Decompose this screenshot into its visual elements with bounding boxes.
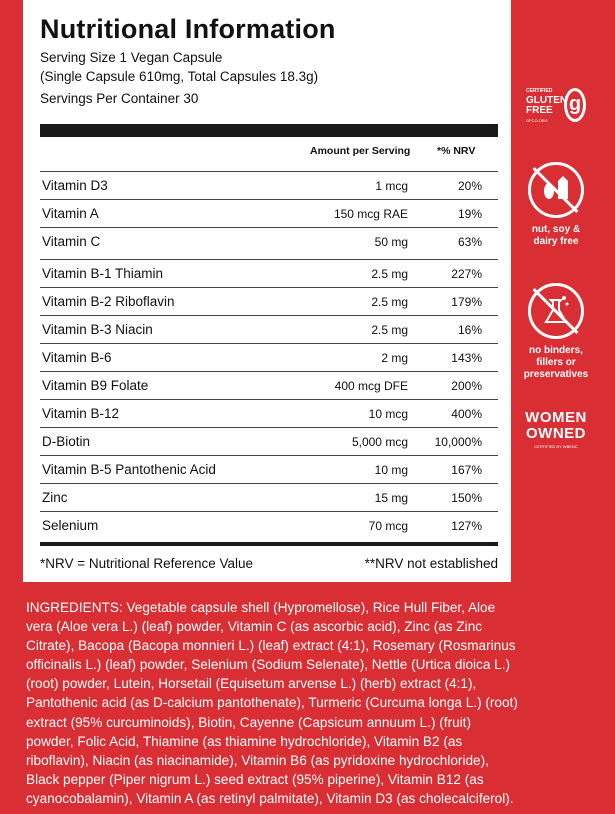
allergen-label-2: dairy free [533,236,579,247]
nutrient-name: Vitamin A [42,206,99,221]
ingredients-line: Black pepper (Piper nigrum L.) seed extract (95% piperine), Vitamin B12 (as [26,771,484,787]
nutrient-amount: 400 mcg DFE [334,379,408,393]
table-bottom-rule [40,542,498,546]
allergen-label-1: nut, soy & [531,224,581,235]
nutrient-amount: 15 mg [374,491,408,505]
gluten-certified-text: CERTIFIED [526,88,553,94]
nutrient-nrv: 19% [457,207,482,221]
nutrient-name: Vitamin B9 Folate [42,378,149,393]
nutrient-nrv: 127% [451,519,482,533]
nutrient-amount: 2.5 mg [371,267,408,281]
table-row [40,455,498,484]
nutrient-nrv: 150% [451,491,482,505]
gluten-text: GLUTEN [526,95,568,106]
no-nut-soy-dairy-icon [528,162,584,218]
nutrient-name: Vitamin B-5 Pantothenic Acid [42,462,216,477]
table-row [40,287,498,316]
table-row [40,227,498,256]
ingredients-line: Pantothenic acid (as D-calcium pantothenate), Turmeric (Curcuma longa L.) (root) [26,695,518,711]
nutrient-amount: 5,000 mcg [351,435,408,449]
nutrient-amount: 150 mcg RAE [333,207,408,221]
nutrient-amount: 70 mcg [368,519,408,533]
nutrient-name: Zinc [42,490,68,505]
nutrient-name: Selenium [42,518,99,533]
table-row [40,427,498,456]
nutrient-name: Vitamin B-6 [42,350,112,365]
nutrient-nrv: 167% [451,463,482,477]
amount-column-header: Amount per Serving [310,145,411,157]
ingredients-line: officinalis L.) (leaf) powder, Selenium (Sodium Selenate), Nettle (Urtica dioica L.) [26,657,511,673]
table-row [40,371,498,400]
nutrition-panel [23,0,511,582]
servings-per-container: Servings Per Container 30 [40,91,199,106]
serving-size: Serving Size 1 Vegan Capsule [40,50,223,65]
capsule-info: (Single Capsule 610mg, Total Capsules 18.3g) [40,69,319,84]
ingredients-line: riboflavin), Niacin (as niacinamide), Vitamin B6 (as pyridoxine hydrochloride), [26,752,489,768]
ingredients-line: Citrate), Bacopa (Bacopa monnieri L.) (leaf) extract (4:1), Rosemary (Rosmarinus [26,638,516,654]
nutrient-amount: 2.5 mg [371,323,408,337]
free-text: FREE [526,105,553,116]
nutrient-nrv: 20% [457,179,482,193]
ingredients-line: extract (95% curcuminoids), Biotin, Cayenne (Capsicum annuum L.) (fruit) [26,714,471,730]
nutrient-amount: 2.5 mg [371,295,408,309]
header-bar [40,124,498,137]
binders-label-1: no binders, [529,345,583,356]
nutrient-amount: 2 mg [381,351,408,365]
nutrient-name: Vitamin D3 [42,178,108,193]
women-owned-badge [520,410,592,449]
gluten-free-badge [520,86,592,128]
gluten-g-icon: g [564,88,586,122]
no-lab-flask-icon [528,283,584,339]
footnote-not-established: **NRV not established [364,556,498,571]
nutrient-amount: 1 mcg [375,179,408,193]
wbenc-text: CERTIFIED BY WBENC [534,444,578,449]
table-row [40,315,498,344]
ingredients-line: INGREDIENTS: Vegetable capsule shell (Hypromellose), Rice Hull Fiber, Aloe [26,600,496,615]
nutrient-nrv: 227% [451,267,482,281]
gfco-text: GFCO.ORG [526,118,548,123]
table-row [40,511,498,540]
table-row [40,259,498,288]
nutrient-amount: 10 mcg [368,407,408,421]
nutrient-nrv: 400% [451,407,482,421]
table-row [40,171,498,200]
nutrient-nrv: 10,000% [434,435,482,449]
binders-label-3: preservatives [523,369,589,380]
nutrient-nrv: 63% [457,235,482,249]
women-text: WOMEN [525,409,587,426]
panel-title: Nutritional Information [40,14,336,44]
nutrient-nrv: 179% [451,295,482,309]
table-row [40,399,498,428]
nutrient-amount: 10 mg [374,463,408,477]
nutrient-nrv: 200% [451,379,482,393]
nutrient-name: Vitamin B-1 Thiamin [42,266,164,281]
no-binders-badge [520,283,592,381]
nutrient-name: Vitamin B-2 Riboflavin [42,294,175,309]
table-row [40,343,498,372]
nutrient-name: D-Biotin [42,434,91,449]
ingredients-list [26,598,586,808]
ingredients-line: cyanocobalamin), Vitamin A (as retinyl palmitate), Vitamin D3 (as cholecalciferol). [26,790,514,806]
nutrient-name: Vitamin C [42,234,101,249]
footnote-nrv: *NRV = Nutritional Reference Value [40,556,253,571]
ingredients-line: powder, Folic Acid, Thiamine (as thiamine hydrochloride), Vitamin B2 (as [26,733,463,749]
nutrient-name: Vitamin B-3 Niacin [42,322,153,337]
binders-label-2: fillers or [536,357,576,368]
table-row [40,483,498,512]
nutrient-nrv: 143% [451,351,482,365]
table-row [40,199,498,228]
ingredients-line: vera (Aloe vera L.) (leaf) powder, Vitamin C (as ascorbic acid), Zinc (as Zinc [26,619,483,635]
ingredients-line: (root) powder, Lutein, Horsetail (Equisetum arvense L.) (herb) extract (4:1), [26,676,477,692]
allergen-free-badge [520,162,592,248]
owned-text: OWNED [526,425,586,442]
nutrient-amount: 50 mg [374,235,408,249]
nutrient-name: Vitamin B-12 [42,406,120,421]
nrv-column-header: *% NRV [437,145,476,157]
nutrient-nrv: 16% [457,323,482,337]
